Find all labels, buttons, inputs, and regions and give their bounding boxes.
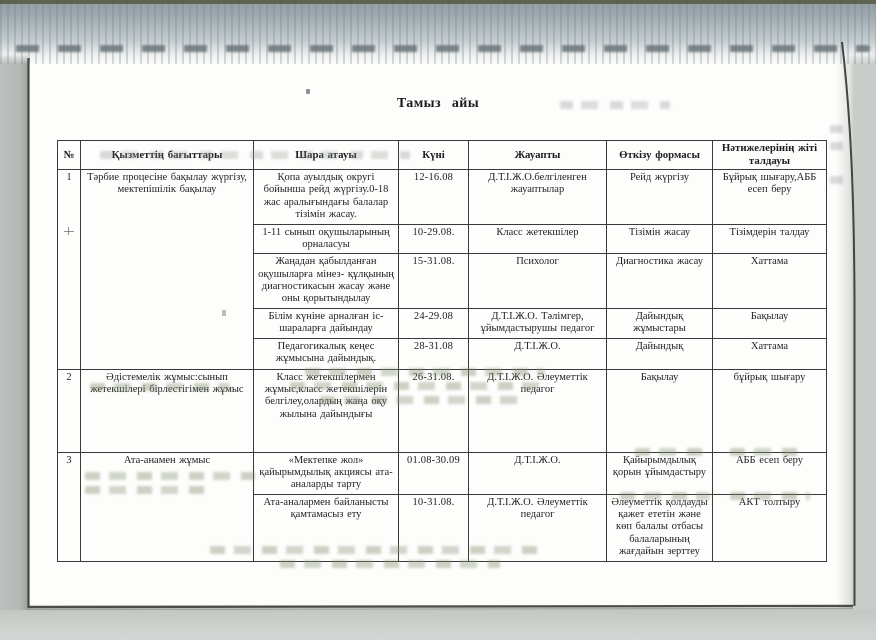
cell-activity-name: Жаңадан қабылданған оқушыларға мінез- құлқының диагностикасын жасау және оны қорытындылау: [254, 254, 399, 309]
cell-responsible: Д.Т.І.Ж.О. Әлеуметтік педагог: [469, 494, 607, 561]
bleedthrough-smudge: [560, 101, 670, 109]
cell-activity-name: Ата-аналармен байланысты қамтамасыз ету: [254, 494, 399, 561]
scanner-left-gutter: [0, 54, 28, 610]
scan-speck: [68, 227, 69, 235]
cell-result: Тізімдерін талдау: [713, 224, 827, 254]
bleedthrough-smudge: [620, 492, 710, 500]
bleedthrough-smudge: [85, 472, 255, 480]
cell-format: Қайырымдылық қорын ұйымдастыру: [607, 452, 713, 494]
cell-activity-name: Класс жетекшілермен жұмыс,класс жетекшілерін белгілеу,олардың жаңа оқу жылына дайындығы: [254, 369, 399, 452]
header-number: №: [58, 141, 81, 170]
cell-format: Дайындық жұмыстары: [607, 308, 713, 338]
cell-date: 12-16.08: [399, 170, 469, 225]
bleedthrough-smudge: [290, 382, 550, 390]
cell-date: 01.08-30.09: [399, 452, 469, 494]
header-responsible: Жауапты: [469, 141, 607, 170]
bleedthrough-smudge: [305, 368, 545, 376]
page-title: Тамыз айы: [396, 96, 480, 111]
bleedthrough-smudge: [830, 125, 852, 133]
cell-section-number: 2: [58, 369, 81, 452]
cell-result: АКТ толтыру: [713, 494, 827, 561]
cell-result: Бақылау: [713, 308, 827, 338]
bleedthrough-smudge: [730, 448, 805, 456]
cell-activity-name: «Мектепке жол» қайырымдылық акциясы ата-аналарды тарту: [254, 452, 399, 494]
bleedthrough-smudge: [210, 546, 540, 554]
header-format: Өткізу формасы: [607, 141, 713, 170]
cell-format: Диагностика жасау: [607, 254, 713, 309]
bleedthrough-smudge: [85, 486, 205, 494]
cell-date: 24-29.08: [399, 308, 469, 338]
cell-result: бұйрық шығару: [713, 369, 827, 452]
bleedthrough-smudge: [830, 142, 852, 150]
cell-section-number: 3: [58, 452, 81, 561]
cell-date: 26-31.08.: [399, 369, 469, 452]
scanner-bottom-gutter: [0, 610, 876, 640]
cell-format: Тізімін жасау: [607, 224, 713, 254]
table-row: [58, 170, 827, 225]
cell-responsible: Д.Т.І.Ж.О. Әлеуметтік педагог: [469, 369, 607, 452]
bleedthrough-smudge: [90, 383, 230, 391]
bleedthrough-smudge: [280, 560, 500, 568]
cell-responsible: Д.Т.І.Ж.О.белгіленген жауаптылар: [469, 170, 607, 225]
cell-date: 28-31.08: [399, 338, 469, 369]
cell-result: Хаттама: [713, 254, 827, 309]
scan-speck: [64, 231, 74, 232]
cell-activity-name: Педагогикалық кеңес жұмысына дайындық.: [254, 338, 399, 369]
binding-band-edge: [0, 0, 876, 4]
cell-result: Хаттама: [713, 338, 827, 369]
cell-date: 15-31.08.: [399, 254, 469, 309]
cell-format: Әлеуметтік қолдауды қажет ететін және көп балалы отбасы балаларының жағдайын зерттеу: [607, 494, 713, 561]
cell-result: АББ есеп беру: [713, 452, 827, 494]
work-plan-table: [57, 140, 827, 562]
cell-activity-name: 1-11 сынып оқушыларының орналасуы: [254, 224, 399, 254]
cell-section-direction: Тәрбие процесіне бақылау жүргізу, мектепішілік бақылау: [81, 170, 254, 370]
cell-responsible: Д.Т.І.Ж.О. Тәлімгер, ұйымдастырушы педагог: [469, 308, 607, 338]
bleedthrough-smudge: [730, 492, 810, 500]
cell-section-direction: Ата-анамен жұмыс: [81, 452, 254, 561]
cell-responsible: Д.Т.І.Ж.О.: [469, 452, 607, 494]
cell-format: Дайындық: [607, 338, 713, 369]
bleedthrough-smudge: [635, 448, 710, 456]
binding-band: [0, 0, 876, 64]
bleedthrough-smudge: [100, 151, 290, 159]
header-activity: Шара атауы: [254, 141, 399, 170]
cell-date: 10-29.08.: [399, 224, 469, 254]
cell-responsible: Психолог: [469, 254, 607, 309]
scan-speck: [306, 89, 310, 94]
scan-speck: [222, 310, 226, 316]
cell-responsible: Класс жетекшілер: [469, 224, 607, 254]
binding-marks: [6, 45, 870, 52]
cell-activity-name: Қопа ауылдық округі бойынша рейд жүргізу.0-18 жас аралығындағы балалар тізімін жасау.: [254, 170, 399, 225]
header-direction: Қызметтің бағыттары: [81, 141, 254, 170]
cell-date: 10-31.08.: [399, 494, 469, 561]
cell-activity-name: Білім күніне арналған іс-шараларға дайындау: [254, 308, 399, 338]
header-date: Күні: [399, 141, 469, 170]
header-result: Нәтижелерінің жіті талдауы: [713, 141, 827, 170]
cell-section-number: 1: [58, 170, 81, 370]
cell-format: Рейд жүргізу: [607, 170, 713, 225]
cell-responsible: Д.Т.І.Ж.О.: [469, 338, 607, 369]
bleedthrough-smudge: [300, 151, 410, 159]
bleedthrough-smudge: [320, 396, 520, 404]
bleedthrough-smudge: [830, 176, 852, 184]
cell-result: Бұйрық шығару,АББ есеп беру: [713, 170, 827, 225]
cell-section-direction: Әдістемелік жұмыс:сынып жетекшілері бірлестігімен жұмыс: [81, 369, 254, 452]
cell-format: Бақылау: [607, 369, 713, 452]
